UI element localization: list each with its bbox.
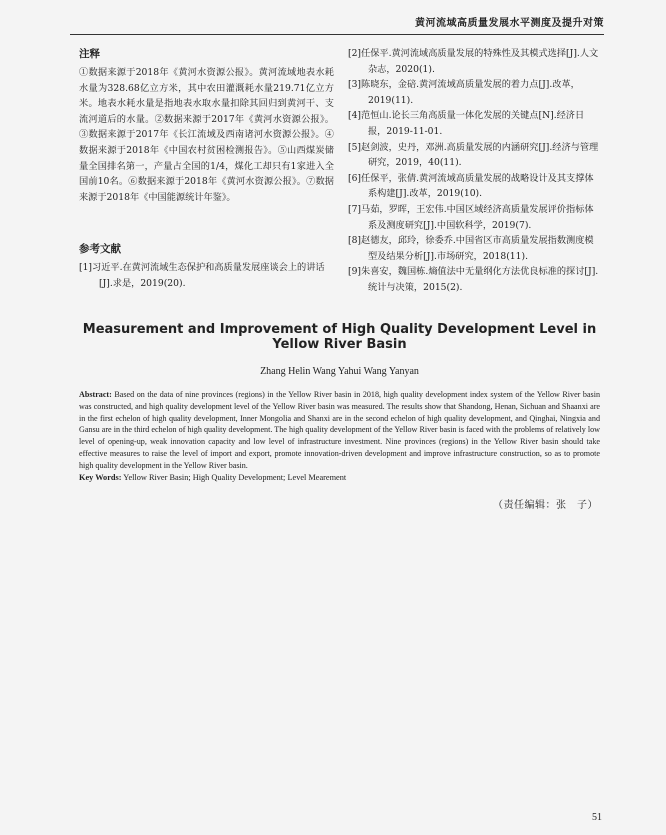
notes-text: ①数据来源于2018年《黄河水资源公报》。黄河流域地表水耗水量为328.68亿立方米，其中农田灌溉耗水量219.71亿立方米。地表水耗水量是指地表水取水量扣除其回归到黄河干、支流河道后的水量。②数据来源于2017年《黄河水资源公报》。③数据来源于2017年《长江流域及西南诸河水资源公报》。④数据来源于2018年《中国农村贫困检测报告》。⑤山西煤炭储量全国排名第一，产量占全国的1/4，煤化工却只有1家进入全国前10名。⑥数据来源于2018年《黄河水资源公报》。⑦数据来源于2018年《中国能源统计年鉴》。 bbox=[79, 67, 334, 203]
page-number: 51 bbox=[592, 812, 602, 823]
references-heading: 参考文献 bbox=[79, 243, 121, 256]
english-authors: Zhang Helin Wang Yahui Wang Yanyan bbox=[260, 366, 419, 377]
reference-item: [5]赵剑波，史丹，邓洲.高质量发展的内涵研究[J].经济与管理研究，2019，40(11). bbox=[348, 141, 599, 169]
running-head: 黄河流域高质量发展水平测度及提升对策 bbox=[415, 18, 604, 29]
reference-item: [8]赵德友，邱玲，徐委乔.中国省区市高质量发展指数测度模型及结果分析[J].市场研究，2018(11). bbox=[348, 235, 594, 262]
reference-item: [2]任保平.黄河流域高质量发展的特殊性及其模式选择[J].人文杂志，2020(1). bbox=[348, 48, 599, 75]
reference-item: [1]习近平.在黄河流域生态保护和高质量发展座谈会上的讲话[J].求是，2019(20). bbox=[79, 262, 325, 289]
header-rule bbox=[70, 34, 604, 35]
reference-item: [6]任保平，张倩.黄河流域高质量发展的战略设计及其支撑体系构建[J].改革，2019(10). bbox=[348, 172, 594, 200]
reference-item: [9]朱喜安，魏国栋.熵值法中无量纲化方法优良标准的探讨[J].统计与决策，2015(2). bbox=[348, 266, 599, 293]
keywords-label: Key Words: bbox=[79, 472, 122, 482]
abstract-label: Abstract: bbox=[79, 390, 112, 399]
abstract-text: Based on the data of nine provinces (regions) in the Yellow River basin in 2018, high quality development index system of the Yellow River basin was constructed, and high quality development level of the Yellow River basin was measured. The results show that Shandong, Henan, Sichuan and Shaanxi are in the first echelon of high quality development, Inner Mongolia and Shanxi are in the second echelon of high quality development, and Qinghai, Ningxia and Gansu are in the third echelon of high quality development. The high quality development of the Yellow River basin is faced with the problems of relatively low level of opening-up, weak innovation capacity and low level of infrastructure investment. Nine provinces (regions) in the Yellow River basin should take effective measures to raise the level of import and export, promote innovation-driven development and improve infrastructure construction, so as to promote high quality development in the Yellow River basin. bbox=[79, 390, 600, 470]
english-keywords bbox=[79, 473, 600, 482]
reference-item: [4]范恒山.论长三角高质量一体化发展的关键点[N].经济日报，2019-11-01. bbox=[348, 110, 585, 137]
left-column bbox=[79, 46, 334, 292]
english-abstract-block bbox=[79, 322, 600, 482]
reference-item: [7]马茹，罗晖，王宏伟.中国区域经济高质量发展评价指标体系及测度研究[J].中国软科学，2019(7). bbox=[348, 203, 594, 231]
notes-heading: 注释 bbox=[79, 48, 100, 60]
reference-item: [3]陈晓东，金碚.黄河流域高质量发展的着力点[J].改革，2019(11). bbox=[348, 79, 580, 106]
right-column bbox=[348, 46, 600, 296]
english-abstract bbox=[79, 389, 600, 472]
keywords-text: Yellow River Basin; High Quality Development; Level Mearement bbox=[123, 472, 347, 482]
english-title: Measurement and Improvement of High Quality Development Level in Yellow River Basin bbox=[82, 322, 597, 352]
responsible-editor: （责任编辑：张 子） bbox=[493, 500, 598, 511]
